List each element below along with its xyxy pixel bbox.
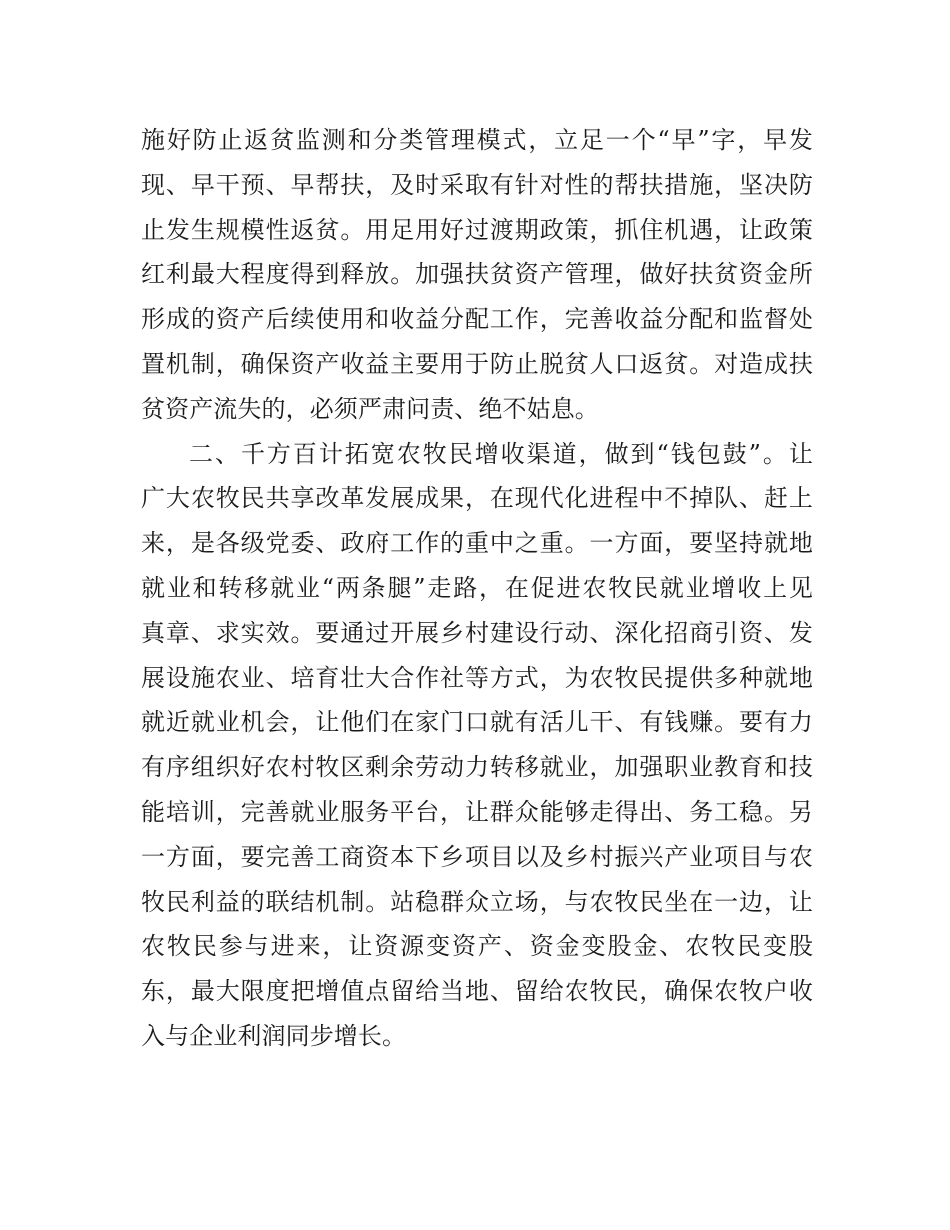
paragraph-2-line-6: 展设施农业、培育壮大合作社等方式，为农牧民提供多种就地	[141, 663, 813, 692]
paragraph-1-line-2: 现、早干预、早帮扶，及时采取有针对性的帮扶措施，坚决防	[141, 170, 813, 199]
paragraph-2-line-12: 农牧民参与进来，让资源变资产、资金变股金、农牧民变股	[141, 932, 813, 961]
paragraph-2-line-14: 入与企业利润同步增长。	[141, 1021, 407, 1050]
paragraph-1-line-4: 红利最大程度得到释放。加强扶贫资产管理，做好扶贫资金所	[141, 260, 813, 289]
paragraph-2-line-2: 广大农牧民共享改革发展成果，在现代化进程中不掉队、赶上	[141, 484, 813, 513]
paragraph-1-line-3: 止发生规模性返贫。用足用好过渡期政策，抓住机遇，让政策	[141, 215, 813, 244]
paragraph-2-line-8: 有序组织好农村牧区剩余劳动力转移就业，加强职业教育和技	[141, 753, 813, 782]
paragraph-2-line-5: 真章、求实效。要通过开展乡村建设行动、深化招商引资、发	[141, 618, 813, 647]
paragraph-2-line-3: 来，是各级党委、政府工作的重中之重。一方面，要坚持就地	[141, 529, 813, 558]
paragraph-1-line-1: 施好防止返贫监测和分类管理模式，立足一个“早”字，早发	[141, 126, 813, 154]
paragraph-2-line-4: 就业和转移就业“两条腿”走路，在促进农牧民就业增收上见	[141, 573, 813, 602]
paragraph-2-line-9: 能培训，完善就业服务平台，让群众能够走得出、务工稳。另	[141, 797, 813, 826]
paragraph-2-line-11: 牧民利益的联结机制。站稳群众立场，与农牧民坐在一边，让	[141, 887, 813, 916]
paragraph-1-line-7: 贫资产流失的，必须严肃问责、绝不姑息。	[141, 394, 599, 423]
paragraph-2-line-10: 一方面，要完善工商资本下乡项目以及乡村振兴产业项目与农	[141, 842, 813, 871]
document-body	[141, 118, 813, 1059]
paragraph-2-line-13: 东，最大限度把增值点留给当地、留给农牧民，确保农牧户收	[141, 977, 813, 1006]
paragraph-2-line-1: 二、千方百计拓宽农牧民增收渠道，做到“钱包鼓”。让	[189, 439, 813, 468]
paragraph-1-line-6: 置机制，确保资产收益主要用于防止脱贫人口返贫。对造成扶	[141, 349, 813, 378]
paragraph-2-line-7: 就近就业机会，让他们在家门口就有活儿干、有钱赚。要有力	[141, 708, 813, 737]
paragraph-1-line-5: 形成的资产后续使用和收益分配工作，完善收益分配和监督处	[141, 305, 813, 334]
